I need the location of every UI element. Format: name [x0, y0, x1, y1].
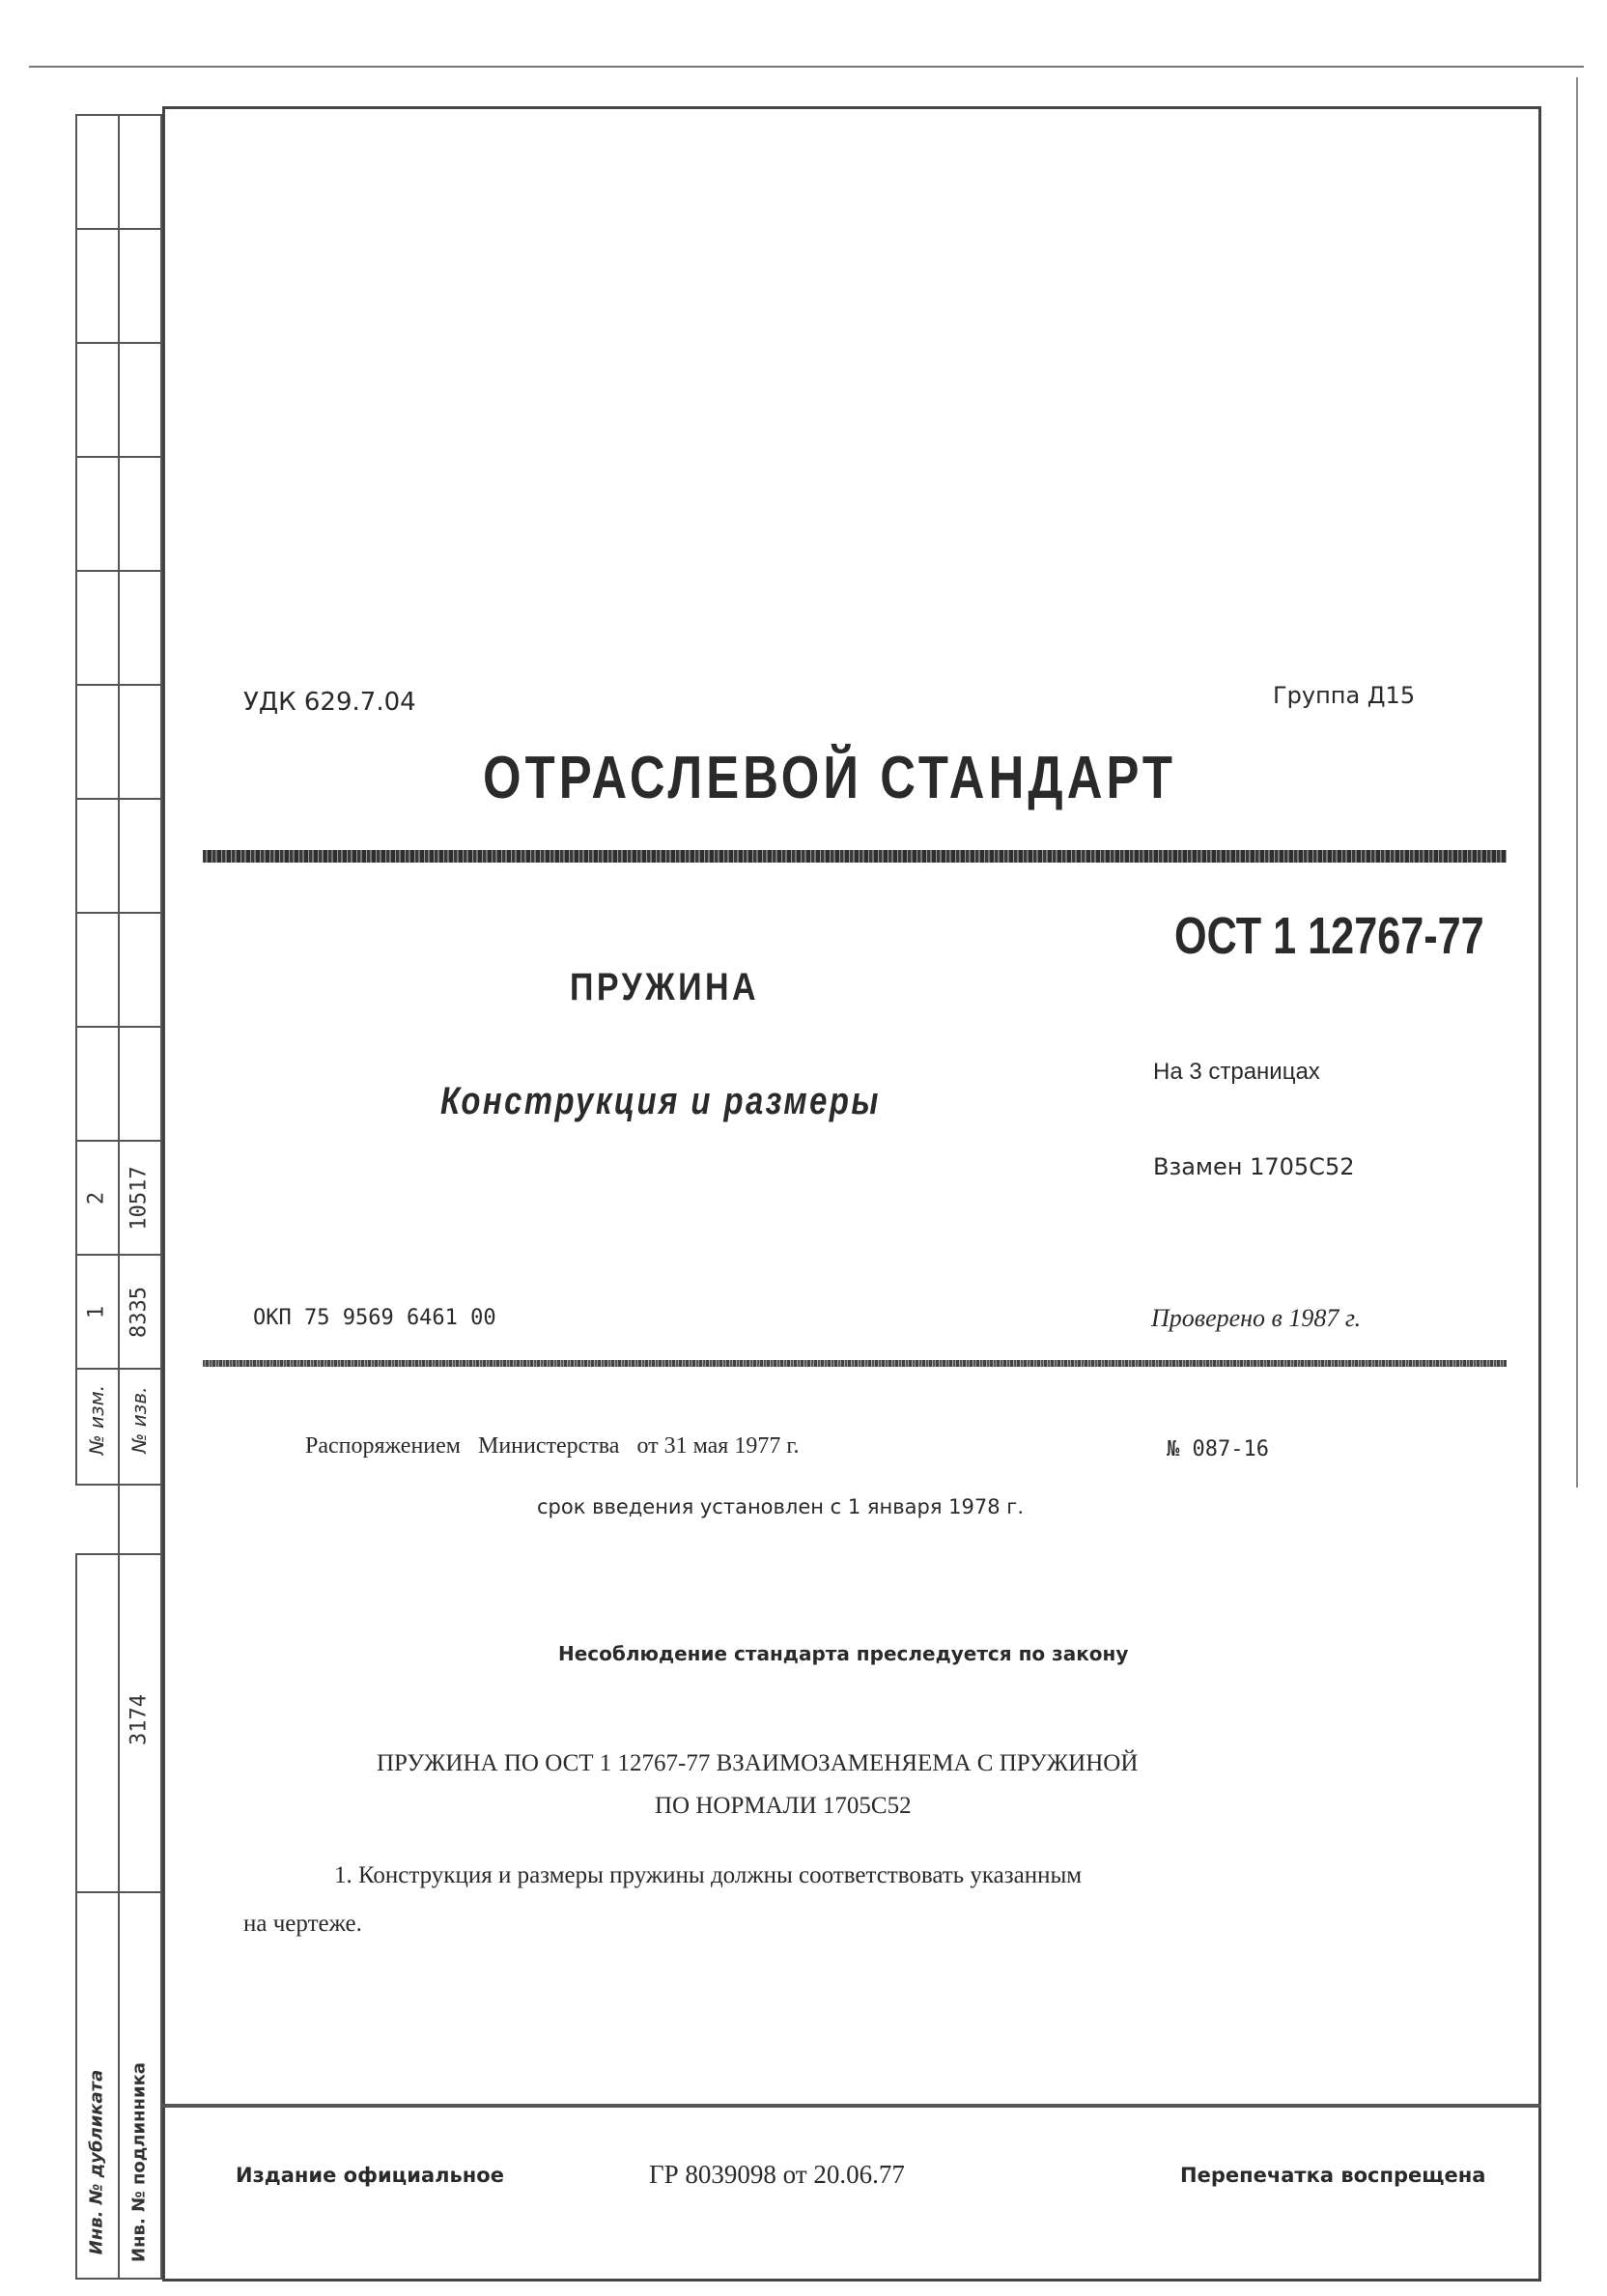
- paragraph-1-line-1: 1. Конструкция и размеры пружины должны соответствовать указанным: [334, 1862, 1083, 1888]
- izm-label: № изм.: [85, 1384, 108, 1456]
- law-notice: Несоблюдение стандарта преследуется по закону: [558, 1642, 1129, 1665]
- strip-line: [75, 114, 162, 116]
- original-inv-value: 3174: [127, 1694, 152, 1745]
- izv-value-2: 10517: [127, 1166, 152, 1231]
- original-inv-label: Инв. № подлинника: [128, 2062, 150, 2262]
- official-edition: Издание официальное: [236, 2164, 504, 2187]
- document-frame: [162, 106, 1541, 2282]
- strip-line: [75, 570, 162, 572]
- okp-code: ОКП 75 9569 6461 00: [253, 1306, 496, 1330]
- strip-line: [75, 912, 162, 914]
- izm-value-2: 2: [84, 1191, 109, 1205]
- footer-rule: [162, 2104, 1541, 2108]
- strip-line: [75, 1484, 162, 1486]
- standard-code: ОСТ 1 12767-77: [1174, 907, 1484, 965]
- strip-line: [75, 1553, 162, 1555]
- strip-line: [75, 342, 162, 344]
- interchange-line-1: ПРУЖИНА ПО ОСТ 1 12767-77 ВЗАИМОЗАМЕНЯЕМА С ПРУЖИНОЙ: [377, 1750, 1139, 1776]
- interchange-line-2: ПО НОРМАЛИ 1705С52: [655, 1793, 912, 1819]
- heavy-rule: [203, 850, 1507, 863]
- light-rule: [203, 1360, 1507, 1367]
- izv-value-1: 8335: [127, 1287, 152, 1338]
- product-subtitle: Конструкция и размеры: [440, 1080, 881, 1122]
- strip-line: [75, 1553, 77, 2280]
- duplicate-inv-label: Инв. № дубликата: [86, 2069, 107, 2255]
- document-type-title: ОТРАСЛЕВОЙ СТАНДАРТ: [483, 745, 1177, 811]
- product-name: ПРУЖИНА: [570, 966, 759, 1008]
- strip-line: [75, 684, 162, 686]
- replaces-standard: Взамен 1705С52: [1153, 1153, 1355, 1180]
- strip-line: [75, 228, 162, 230]
- ministry-order: Распоряжением Министерства от 31 мая 1977 г.: [305, 1433, 800, 1459]
- izv-label: № изв.: [127, 1386, 151, 1454]
- order-number: № 087-16: [1167, 1437, 1269, 1461]
- scan-top-edge: [29, 66, 1584, 68]
- izm-value-1: 1: [84, 1305, 109, 1319]
- revision-strip: [75, 114, 162, 2280]
- registration-number: ГР 8039098 от 20.06.77: [649, 2160, 905, 2189]
- strip-line: [118, 114, 120, 2280]
- scan-right-edge: [1576, 77, 1578, 1488]
- strip-line: [75, 798, 162, 800]
- effective-date: срок введения установлен с 1 января 1978 г.: [537, 1495, 1024, 1518]
- strip-line: [75, 1026, 162, 1028]
- strip-line: [75, 114, 77, 1486]
- udk-code: УДК 629.7.04: [243, 688, 416, 717]
- strip-line: [75, 456, 162, 458]
- group-code: Группа Д15: [1273, 682, 1416, 709]
- page-count: На 3 страницах: [1153, 1059, 1320, 1085]
- strip-line: [75, 1891, 162, 1893]
- reprint-notice: Перепечатка воспрещена: [1180, 2164, 1486, 2187]
- paragraph-1-line-2: на чертеже.: [243, 1911, 362, 1937]
- checked-year: Проверено в 1987 г.: [1151, 1304, 1362, 1332]
